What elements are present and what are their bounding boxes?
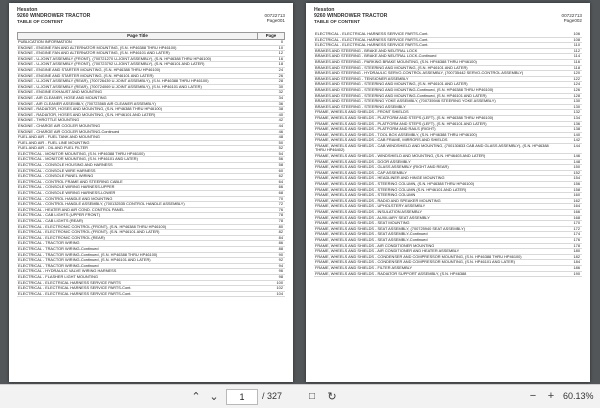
- toc-row-page: 10: [278, 44, 283, 50]
- toc-row-title: BRAKES AND STEERING - STEERING AND MOUNTING, (S.N. HP46101 AND LATER): [315, 64, 468, 70]
- toc-row-page: 0: [280, 39, 283, 44]
- toc-row-title: ELECTRICAL - ELECTRICAL HARNESS SERVICE PARTS: [18, 279, 121, 285]
- toc-row-title: ENGINE - CHARGE AIR COOLER MOUNTING: [18, 122, 101, 128]
- rotate-icon: ↻: [327, 390, 337, 403]
- col-title-header: Page Title: [127, 33, 148, 38]
- toc-row-page: 184: [573, 259, 580, 265]
- toc-row-title: ELECTRICAL - CONSOLE HOUSING AND HARNESS: [18, 162, 113, 168]
- toc-row-title: ENGINE - THROTTLE MOUNTING: [18, 117, 80, 123]
- toc-row-title: BRAKES AND STEERING - BRAKE AND NEUTRAL LOCK-Continued: [315, 53, 437, 59]
- toc-row-page: 108: [573, 36, 580, 42]
- toc-row-page: 178: [573, 242, 580, 248]
- chevron-down-icon: ⌄: [209, 390, 219, 403]
- toc-row-title: FRAME, WHEELS AND SHIELDS - AUXILIARY SEAT ASSEMBLY: [315, 214, 430, 220]
- toc-row-page: 84: [278, 234, 283, 240]
- toc-row-page: 168: [573, 214, 580, 220]
- toc-row-page: 36: [278, 100, 283, 106]
- fit-page-button[interactable]: [304, 388, 320, 404]
- toc-row-page: 138: [573, 126, 580, 132]
- toc-row-title: FRAME, WHEELS AND SHIELDS - FRONT SHIELDS: [315, 109, 409, 115]
- toc-row-page: 116: [573, 58, 580, 64]
- toc-row-title: FUEL AND AIR - FUEL TANK AND MOUNTING: [18, 134, 100, 140]
- toc-row-page: 114: [573, 53, 580, 59]
- toc-row-page: 142: [573, 137, 580, 143]
- toc-row-title: FUEL AND AIR - OIL AND FUEL FILTER: [18, 145, 88, 151]
- toc-table: [314, 32, 582, 277]
- toc-row-page: 172: [573, 225, 580, 231]
- toc-row-title: ELECTRICAL - CONTROL FRAME AND STEERING CABLE: [18, 178, 123, 184]
- toc-row-page: 150: [573, 164, 580, 170]
- toc-rows: [17, 40, 285, 297]
- toc-rows: [314, 32, 582, 277]
- toc-row-title: ELECTRICAL - ELECTRONIC CONTROL (FRONT), (S.N. HP46101 AND LATER): [18, 229, 160, 235]
- toc-row-title: ELECTRICAL - ELECTRICAL HARNESS SERVICE PARTS-Cont.: [18, 290, 132, 296]
- toc-row-page: 190: [573, 270, 580, 276]
- toc-row-page: 130: [573, 98, 580, 104]
- col-page-header: Page: [257, 33, 284, 39]
- toc-row-title: ELECTRICAL - CONSOLE WIRE HARNESS: [18, 167, 96, 173]
- toc-row-page: 112: [573, 47, 580, 53]
- toc-row-page: 174: [573, 231, 580, 237]
- toc-row-page: 68: [278, 190, 283, 196]
- toc-row-title: ELECTRICAL - ELECTRICAL HARNESS SERVICE PARTS-Cont.: [18, 285, 132, 291]
- toc-row-page: 104: [276, 290, 283, 296]
- toc-row-page: 28: [278, 78, 283, 84]
- toc-row-title: BRAKES AND STEERING - TENSIONER ASSEMBLY: [315, 75, 409, 81]
- toc-row-title: ELECTRICAL - CONSOLE WIRING HARNESS-LOWER: [18, 190, 116, 196]
- toc-table: [17, 32, 285, 297]
- toc-row-title: ENGINE - RADIATOR, HOSES AND MOUNTING, (S.N. HP46388 THRU HP46100): [18, 106, 162, 112]
- toc-row-title: ENGINE - RADIATOR, HOSES AND MOUNTING, (S.N. HP46101 AND LATER): [18, 111, 156, 117]
- doc-code: [562, 13, 582, 23]
- zoom-level: 60.13%: [563, 391, 594, 401]
- toc-row-page: 30: [278, 83, 283, 89]
- toc-row-title: ELECTRICAL - MONITOR MOUNTING, (S.N. HP46101 AND LATER): [18, 156, 138, 162]
- toc-row-page: 102: [276, 285, 283, 291]
- toc-row-title: BRAKES AND STEERING - BRAKE AND NEUTRAL LOCK: [315, 47, 418, 53]
- toc-title: TABLE OF CONTENT: [314, 19, 361, 24]
- toc-row-title: FRAME, WHEELS AND SHIELDS - RADIATOR SUPPORT ASSEMBLY, (S.N. HP46388: [315, 270, 467, 276]
- toc-row-page: 52: [278, 145, 283, 151]
- toc-row-page: 26: [278, 72, 283, 78]
- toc-row-page: 32: [278, 89, 283, 95]
- toc-row-page: 128: [573, 92, 580, 98]
- toc-row-title: FRAME, WHEELS AND SHIELDS - STEERING COLUMN: [315, 192, 416, 198]
- toc-row-title: ELECTRICAL - HYDRAULIC VALVE WIRING HARNESS: [18, 268, 117, 274]
- toc-row-title: FRAME, WHEELS AND SHIELDS - PLATFORM AND STEPS (LEFT), (S.N. HP46101 AND LATER): [315, 120, 487, 126]
- toc-row-title: BRAKES AND STEERING - PARKING BRAKE MOUNTING, (S.N. HP46388 THRU HP46100): [315, 58, 477, 64]
- toc-row-title: ENGINE - ENGINE AND STARTER MOUNTING, (S.N. HP46388 THRU HP46100): [18, 66, 161, 72]
- toc-row-title: ELECTRICAL - CONSOLE PANEL WIRING: [18, 173, 94, 179]
- toc-row-page: 66: [278, 184, 283, 190]
- toc-row-page: 166: [573, 209, 580, 214]
- toc-row-page: 98: [278, 273, 283, 279]
- doc-page-code: Page002: [563, 18, 582, 23]
- toc-row-title: FRAME, WHEELS AND SHIELDS - SEAT ASSEMBLY, (700725940 SEAT ASSEMBLY): [315, 225, 465, 231]
- toc-row-title: BRAKES AND STEERING - STEERING YOKE ASSEMBLY, (700735946 STEERING YOKE ASSEMBLY): [315, 98, 496, 104]
- toc-row-title: FRAME, WHEELS AND SHIELDS - STEERING COLUMN, (S.N. HP46388 THRU HP46100): [315, 181, 475, 187]
- toc-row-title: FRAME, WHEELS AND SHIELDS - CONDENSER AND COMPRESSOR MOUNTING, (S.N. HP46101 AND LATER): [315, 259, 515, 265]
- page-number-input[interactable]: 1: [226, 389, 258, 405]
- toc-row-title: ELECTRICAL - TRACTOR WIRING-Continued: [18, 262, 99, 268]
- toc-row-title: ENGINE - U-JOINT ASSEMBLY (REAR), (700724069 U-JOINT ASSEMBLY), (S.N. HP46101 AND LATER): [18, 83, 202, 89]
- toc-row-title: ELECTRICAL - ELECTRICAL HARNESS SERVICE PARTS-Cont.: [315, 31, 429, 36]
- plus-icon: +: [547, 390, 555, 402]
- toc-row-page: 136: [573, 120, 580, 126]
- toc-row-title: ENGINE - ENGINE EXHAUST AND MOUNTING: [18, 89, 103, 95]
- toc-row-page: 106: [573, 31, 580, 36]
- toc-row-page: 70: [278, 195, 283, 201]
- toc-row-page: 24: [278, 66, 283, 72]
- toc-row-page: 88: [278, 245, 283, 251]
- toc-row-title: FRAME, WHEELS AND SHIELDS - SEAT MOUNTING: [315, 220, 410, 226]
- toc-row-title: ELECTRICAL - FLASHER LIGHT MOUNTING: [18, 273, 98, 279]
- toc-row-page: 118: [573, 64, 580, 70]
- toc-row-title: FUEL AND AIR - FUEL LINE MOUNTING: [18, 139, 90, 145]
- doc-code-number: 00722713: [561, 13, 582, 18]
- toc-row-page: 134: [573, 114, 580, 120]
- toc-row-page: 12: [278, 50, 283, 56]
- toc-row-page: 122: [573, 75, 580, 81]
- toc-row-title: PUBLICATION INFORMATION: [18, 39, 72, 44]
- doc-page-code: Page001: [266, 18, 285, 23]
- model-title: 9260 WINDROWER TRACTOR: [314, 13, 388, 19]
- toc-row-title: FRAME, WHEELS AND SHIELDS - AIR CONDITIONER AND HEATER ASSEMBLY: [315, 248, 460, 254]
- pdf-page-right: [306, 3, 590, 382]
- toc-row-page: 38: [278, 106, 283, 112]
- toc-row-page: 82: [278, 229, 283, 235]
- brand-name: Hesston: [17, 7, 38, 13]
- toc-row-title: FRAME, WHEELS AND SHIELDS - DOOR ASSEMBLY: [315, 158, 411, 164]
- toc-row-page: 58: [278, 162, 283, 168]
- toc-row-page: 170: [573, 220, 580, 226]
- toc-row-title: ENGINE - ENGINE FAN AND ALTERNATOR MOUNTING, (S.N. HP46101 AND LATER): [18, 50, 170, 56]
- toc-row-page: 158: [573, 186, 580, 192]
- toc-row-title: FRAME, WHEELS AND SHIELDS - INSULATION ASSEMBLY: [315, 209, 423, 214]
- toc-row-page: 62: [278, 173, 283, 179]
- toc-row-page: 18: [278, 61, 283, 67]
- toc-row-title: ELECTRICAL - CAB LIGHTS (UPPER FRONT): [18, 212, 101, 218]
- toc-row-page: 124: [573, 81, 580, 87]
- toc-row-page: 100: [276, 279, 283, 285]
- pdf-page-left: [9, 3, 293, 382]
- toc-row-page: 56: [278, 156, 283, 162]
- toc-row-title: BRAKES AND STEERING - STEERING AND MOUNTING-Continued, (S.N. HP46388 THRU HP46100): [315, 86, 494, 92]
- next-page-button[interactable]: [206, 388, 222, 404]
- previous-page-button[interactable]: [188, 388, 204, 404]
- toc-row-title: ENGINE - CHARGE AIR COOLER MOUNTING-Continued: [18, 128, 120, 134]
- toc-row-page: 162: [573, 197, 580, 203]
- toc-row-title: FRAME, WHEELS AND SHIELDS - STEERING COLUMN (S.N. HP46101 AND LATER): [315, 186, 467, 192]
- toc-row-page: 46: [278, 128, 283, 134]
- toc-row-title: BRAKES AND STEERING - HYDRAULIC SERVO-CONTROL ASSEMBLY, (700735442 SERVO-CONTROL ASSEMBLY): [315, 70, 524, 76]
- toc-row-page: 140: [573, 131, 580, 137]
- toc-row-page: 176: [573, 236, 580, 242]
- toc-row-page: 80: [278, 223, 283, 229]
- toc-row-title: BRAKES AND STEERING - STEERING ASSEMBLY: [315, 103, 406, 109]
- toc-row-page: 78: [278, 218, 283, 223]
- toc-row-title: FRAME, WHEELS AND SHIELDS - CAB WINDSHIELD AND MOUNTING, (700130833 CAB AND GLASS ASSEMBLY), (S.N. HP46388 THRU HP46402): [315, 142, 549, 153]
- toc-row-title: FRAME, WHEELS AND SHIELDS - RADIO AND SPEAKER MOUNTING: [315, 197, 441, 203]
- toc-row-title: FRAME, WHEELS AND SHIELDS - TOOL BOX ASSEMBLY, (S.N. HP46388 THRU HP46100): [315, 131, 477, 137]
- viewer-toolbar: [0, 384, 600, 408]
- toc-row-page: 86: [278, 240, 283, 246]
- toc-row-page: 48: [278, 134, 283, 140]
- toc-row-title: ELECTRICAL - CONTROL HANDLE ASSEMBLY, (700132535 CONTROL HANDLE ASSEMBLY): [18, 201, 185, 207]
- toc-row-title: ENGINE - ENGINE FAN AND ALTERNATOR MOUNTING, (S.N. HP46388 THRU HP46100): [18, 44, 177, 50]
- toc-row-title: ELECTRICAL - ELECTRICAL HARNESS SERVICE PARTS-Cont.: [315, 36, 429, 42]
- toc-row-page: 92: [278, 257, 283, 263]
- toc-row-title: ELECTRICAL - ELECTRONIC CONTROL (REAR): [18, 234, 105, 240]
- toc-row-page: 182: [573, 253, 580, 259]
- toc-row-title: ENGINE - AIR CLEANER ASSEMBLY, (700723565 AIR CLEANER ASSEMBLY): [18, 100, 156, 106]
- toc-row-title: FRAME, WHEELS AND SHIELDS - SEAT ASSEMBLY-Continued: [315, 236, 428, 242]
- toc-row-page: 146: [573, 153, 580, 159]
- toc-row-title: ENGINE - U-JOINT ASSEMBLY (REAR), (700726439 U-JOINT ASSEMBLY), (S.N. HP46388 THRU HP46100): [18, 78, 209, 84]
- toc-row-page: 156: [573, 181, 580, 187]
- toc-row-page: 60: [278, 167, 283, 173]
- toc-row-page: 148: [573, 158, 580, 164]
- toc-row-title: FRAME, WHEELS AND SHIELDS - CAB FRAME, MIRRORS AND SHIELDS: [315, 137, 448, 143]
- toc-row-page: 64: [278, 178, 283, 184]
- toc-row-title: FRAME, WHEELS AND SHIELDS - UPHOLSTERY ASSEMBLY: [315, 203, 426, 209]
- toc-row-page: 16: [278, 55, 283, 61]
- zoom-out-button[interactable]: [525, 388, 541, 404]
- toc-row-title: ELECTRICAL - HEATER AND AIR COND. CONTROL PANEL: [18, 206, 125, 212]
- toc-row-title: ENGINE - U-JOINT ASSEMBLY (FRONT), (700721270 U-JOINT ASSEMBLY), (S.N. HP46388 THRU HP46100): [18, 55, 212, 61]
- toc-row-page: 40: [278, 111, 283, 117]
- toc-row-page: 164: [573, 203, 580, 209]
- toc-row-page: 154: [573, 175, 580, 181]
- toc-row[interactable]: [17, 292, 285, 298]
- toc-title: TABLE OF CONTENT: [17, 19, 64, 24]
- toc-row-title: BRAKES AND STEERING - STEERING AND MOUNTING, (S.N. HP46101 AND LATER): [315, 81, 468, 87]
- toc-row-title: ELECTRICAL - TRACTOR WIRING: [18, 240, 80, 246]
- toc-row-title: ELECTRICAL - CAB LIGHTS (REAR): [18, 218, 83, 223]
- zoom-in-button[interactable]: [543, 388, 559, 404]
- toc-row-page: 126: [573, 86, 580, 92]
- fit-page-icon: □: [308, 390, 316, 402]
- toc-row-page: 76: [278, 206, 283, 212]
- toc-row-title: ELECTRICAL - TRACTOR WIRING-Continued, (S.N. HP46388 THRU HP46100): [18, 251, 158, 257]
- toc-row-title: FRAME, WHEELS AND SHIELDS - WINDSHIELD AND MOUNTING, (S.N. HP46403 AND LATER): [315, 153, 486, 159]
- toc-row-page: 72: [278, 201, 283, 207]
- minus-icon: −: [529, 390, 537, 402]
- toc-row-title: ELECTRICAL - MONITOR MOUNTING, (S.N. HP46388 THRU HP46100): [18, 150, 145, 156]
- toc-row-page: 90: [278, 251, 283, 257]
- toc-row-page: 50: [278, 139, 283, 145]
- toc-row-page: 186: [573, 264, 580, 270]
- toc-row-page: 180: [573, 248, 580, 254]
- toc-row-page: 94: [278, 262, 283, 268]
- toc-row-title: BRAKES AND STEERING - STEERING AND MOUNTING-Continued, (S.N. HP46101 AND LATER): [315, 92, 487, 98]
- chevron-up-icon: ⌃: [191, 390, 201, 403]
- toc-row-page: 34: [278, 94, 283, 100]
- rotate-button[interactable]: [324, 388, 340, 404]
- toc-row-page: 96: [278, 268, 283, 274]
- toc-row-title: ELECTRICAL - CONSOLE WIRING HARNESS-UPPER: [18, 184, 115, 190]
- doc-code-number: 00722713: [264, 13, 285, 18]
- toc-row-page: 44: [278, 122, 283, 128]
- brand-name: Hesston: [314, 7, 335, 13]
- toc-row-title: ELECTRICAL - ELECTRONIC CONTROL (FRONT), (S.N. HP46388 THRU HP46100): [18, 223, 167, 229]
- toc-row-title: ENGINE - AIR CLEANER, HOSE AND MOUNTING: [18, 94, 107, 100]
- toc-row-title: FRAME, WHEELS AND SHIELDS - SEAT ASSEMBLY-Continued: [315, 231, 428, 237]
- toc-row-page: 132: [573, 109, 580, 115]
- toc-row-title: ENGINE - U-JOINT ASSEMBLY (FRONT), (700723792 U-JOINT ASSEMBLY), (S.N. HP46101 AND LATER): [18, 61, 205, 67]
- toc-row-page: 152: [573, 169, 580, 175]
- toc-row-page: 42: [278, 117, 283, 123]
- toc-row-page: 130: [573, 103, 580, 109]
- toc-row-page: 120: [573, 70, 580, 76]
- toc-row-page: 160: [573, 192, 580, 198]
- toc-row[interactable]: [314, 272, 582, 278]
- toc-row-title: ELECTRICAL - TRACTOR WIRING-Continued: [18, 245, 99, 251]
- toc-row-title: FRAME, WHEELS AND SHIELDS - AIR CONDITIONER MOUNTING: [315, 242, 435, 248]
- toc-row-title: FRAME, WHEELS AND SHIELDS - CONDENSER AND COMPRESSOR MOUNTING, (S.N. HP46388 THRU HP46100): [315, 253, 522, 259]
- toc-row-title: ELECTRICAL - CONTROL HANDLE AND MOUNTING: [18, 195, 113, 201]
- toc-row-title: ELECTRICAL - TRACTOR WIRING-Continued, (S.N. HP46101 AND LATER): [18, 257, 151, 263]
- toc-row-title: FRAME, WHEELS AND SHIELDS - PLATFORM AND STEPS (LEFT), (S.N. HP46388 THRU HP46100): [315, 114, 494, 120]
- model-title: 9260 WINDROWER TRACTOR: [17, 13, 91, 19]
- toc-row-title: FRAME, WHEELS AND SHIELDS - CAP ASSEMBLY: [315, 169, 407, 175]
- toc-row-title: FRAME, WHEELS AND SHIELDS - GLASS ASSEMBLY (RIGHT AND REAR): [315, 164, 449, 170]
- toc-row-title: ELECTRICAL - ELECTRICAL HARNESS SERVICE PARTS-Cont.: [315, 42, 429, 48]
- toc-row-title: FRAME, WHEELS AND SHIELDS - HEADLINER AND HINGE MOUNTING: [315, 175, 445, 181]
- toc-row-page: 110: [573, 42, 580, 48]
- doc-code: [265, 13, 285, 23]
- toc-row-title: FRAME, WHEELS AND SHIELDS - PLATFORM AND RAILS (RIGHT): [315, 126, 436, 132]
- page-count: / 327: [262, 391, 283, 401]
- toc-row-page: 78: [278, 212, 283, 218]
- toc-row-title: FRAME, WHEELS AND SHIELDS - FILTER ASSEMBLY: [315, 264, 413, 270]
- toc-row-title: ENGINE - ENGINE AND STARTER MOUNTING, (S.N. HP46101 AND LATER): [18, 72, 154, 78]
- toc-row-page: 54: [278, 150, 283, 156]
- toc-row-page: 144: [573, 142, 580, 148]
